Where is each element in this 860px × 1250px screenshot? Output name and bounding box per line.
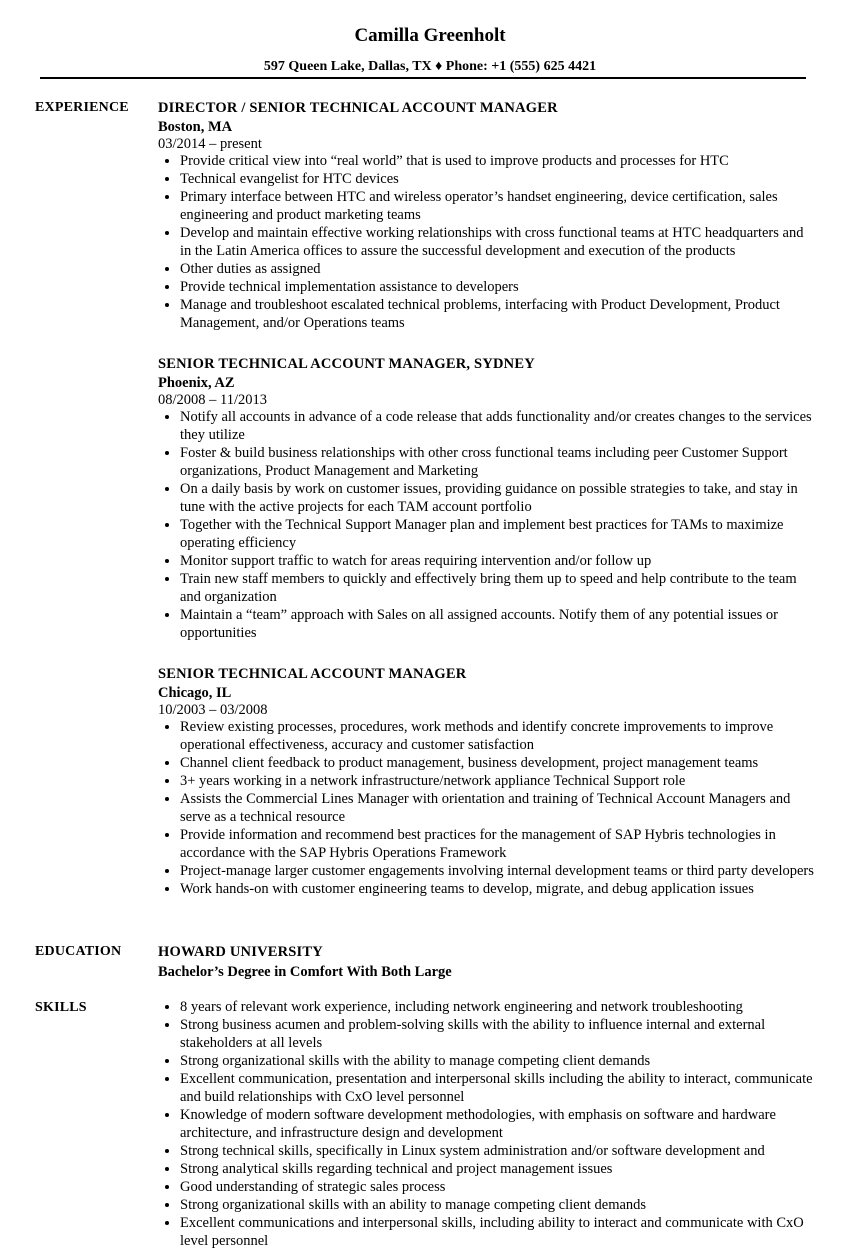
job-entry (158, 665, 818, 898)
education-degree: Bachelor’s Degree in Comfort With Both Large (158, 964, 452, 980)
section-label-experience: EXPERIENCE (35, 100, 129, 115)
job-entry (158, 355, 818, 642)
list-item: • Provide technical implementation assistance to developers (180, 278, 818, 296)
list-item: • Provide critical view into “real world” that is used to improve products and processes for HTC (180, 152, 818, 170)
list-item: • Train new staff members to quickly and effectively bring them up to speed and help contribute to the team and organization (180, 570, 818, 606)
skills-entry (158, 998, 818, 1250)
skills-bullet-list (158, 998, 818, 1250)
job-bullet-list (158, 408, 818, 642)
job-dates: 10/2003 – 03/2008 (158, 702, 268, 718)
list-item: • Monitor support traffic to watch for areas requiring intervention and/or follow up (180, 552, 818, 570)
section-label-education: EDUCATION (35, 944, 122, 959)
list-item: • Strong organizational skills with an ability to manage competing client demands (180, 1196, 818, 1214)
list-item: • Technical evangelist for HTC devices (180, 170, 818, 188)
candidate-name: Camilla Greenholt (354, 25, 506, 46)
list-item: • Primary interface between HTC and wireless operator’s handset engineering, device certification, sales engineering and product marketing teams (180, 188, 818, 224)
list-item: • Develop and maintain effective working relationships with cross functional teams at HTC headquarters and in the Latin America offices to assure the successful development and execution of the products (180, 224, 818, 260)
job-entry (158, 99, 818, 332)
list-item: • Other duties as assigned (180, 260, 818, 278)
list-item: • Work hands-on with customer engineering teams to develop, migrate, and debug application issues (180, 880, 818, 898)
job-title: SENIOR TECHNICAL ACCOUNT MANAGER, SYDNEY (158, 356, 535, 372)
job-dates: 08/2008 – 11/2013 (158, 392, 268, 408)
list-item: • On a daily basis by work on customer issues, providing guidance on possible strategies to take, and stay in tune with the active projects for each TAM account portfolio (180, 480, 818, 516)
education-entry (158, 942, 818, 982)
list-item: • Excellent communication, presentation and interpersonal skills including the ability to interact, communicate and build relationships with CxO level personnel (180, 1070, 818, 1106)
list-item: • Good understanding of strategic sales process (180, 1178, 818, 1196)
list-item: • Review existing processes, procedures, work methods and identify concrete improvements to improve operational effectiveness, accuracy and customer satisfaction (180, 718, 818, 754)
section-label-skills: SKILLS (35, 1000, 87, 1015)
list-item: • Excellent communications and interpersonal skills, including ability to interact and communicate with CxO level personnel (180, 1214, 818, 1250)
list-item: • Strong analytical skills regarding technical and project management issues (180, 1160, 818, 1178)
list-item: • Strong technical skills, specifically in Linux system administration and/or software development and (180, 1142, 818, 1160)
list-item: • 8 years of relevant work experience, including network engineering and network troubleshooting (180, 998, 818, 1016)
job-bullet-list (158, 152, 818, 332)
list-item: • Provide information and recommend best practices for the management of SAP Hybris technologies in accordance with the SAP Hybris Operations Framework (180, 826, 818, 862)
contact-line: 597 Queen Lake, Dallas, TX ♦ Phone: +1 (555) 625 4421 (263, 59, 597, 74)
list-item: • Notify all accounts in advance of a code release that adds functionality and/or creates changes to the services they utilize (180, 408, 818, 444)
list-item: • Strong organizational skills with the ability to manage competing client demands (180, 1052, 818, 1070)
list-item: • 3+ years working in a network infrastructure/network appliance Technical Support role (180, 772, 818, 790)
list-item: • Project-manage larger customer engagements involving internal development teams or third party developers (180, 862, 818, 880)
header-divider (40, 77, 806, 79)
education-school: HOWARD UNIVERSITY (158, 944, 323, 960)
job-dates: 03/2014 – present (158, 136, 262, 152)
job-location: Boston, MA (158, 119, 233, 135)
job-bullet-list (158, 718, 818, 898)
job-location: Chicago, IL (158, 685, 232, 701)
list-item: • Channel client feedback to product management, business development, project management teams (180, 754, 818, 772)
job-location: Phoenix, AZ (158, 375, 235, 391)
list-item: • Assists the Commercial Lines Manager with orientation and training of Technical Account Managers and serve as a technical resource (180, 790, 818, 826)
job-title: DIRECTOR / SENIOR TECHNICAL ACCOUNT MANAGER (158, 100, 558, 116)
list-item: • Maintain a “team” approach with Sales on all assigned accounts. Notify them of any potential issues or opportunities (180, 606, 818, 642)
list-item: • Manage and troubleshoot escalated technical problems, interfacing with Product Development, Product Management, and/or Operations teams (180, 296, 818, 332)
list-item: • Strong business acumen and problem-solving skills with the ability to influence internal and external stakeholders at all levels (180, 1016, 818, 1052)
list-item: • Together with the Technical Support Manager plan and implement best practices for TAMs to maximize operating efficiency (180, 516, 818, 552)
list-item: • Foster & build business relationships with other cross functional teams including peer Customer Support organizations, Product Management and Marketing (180, 444, 818, 480)
list-item: • Knowledge of modern software development methodologies, with emphasis on software and hardware architecture, and infrastructure design and development (180, 1106, 818, 1142)
job-title: SENIOR TECHNICAL ACCOUNT MANAGER (158, 666, 467, 682)
